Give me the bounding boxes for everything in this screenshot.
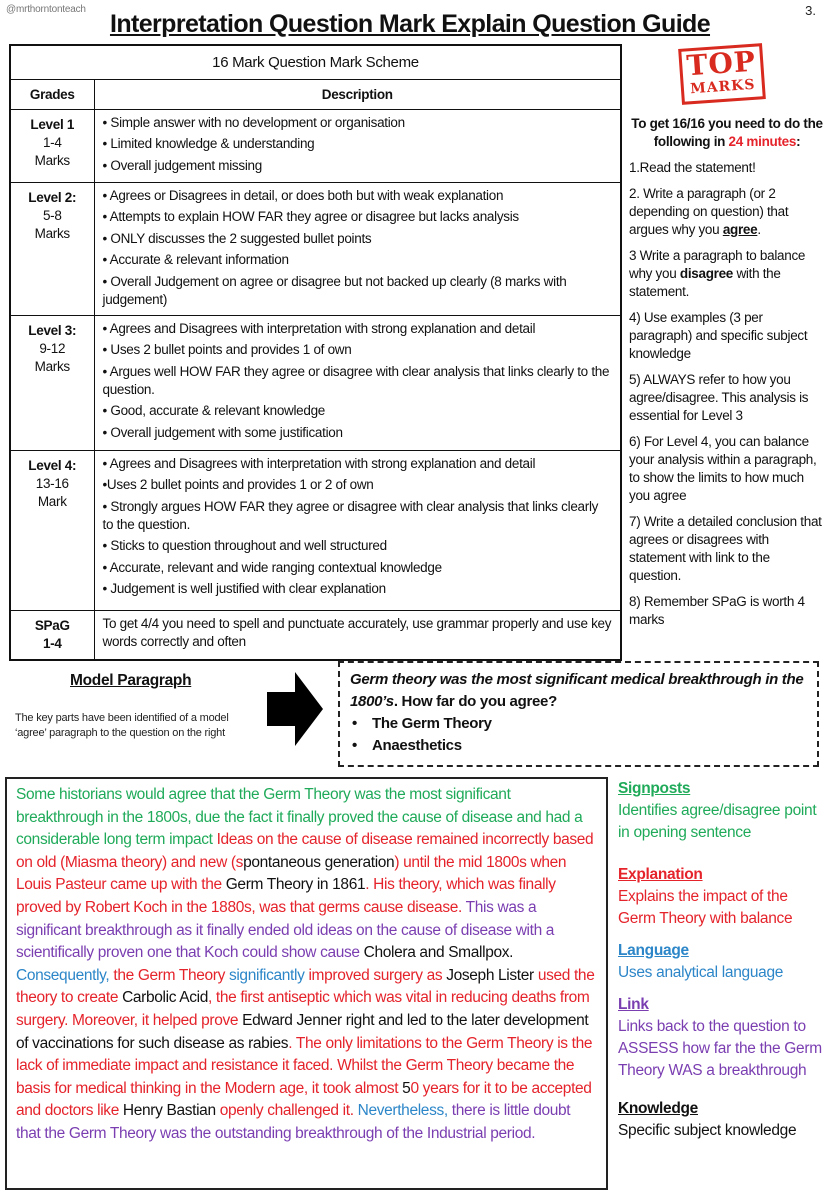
grade-unit: Marks xyxy=(34,152,70,168)
key-heading: Language xyxy=(618,942,689,959)
segment-knowledge: Germ Theory in 1861 xyxy=(225,876,366,894)
key-heading: Explanation xyxy=(618,866,703,883)
tip-text: with the statement. xyxy=(629,266,781,299)
grade-name: Level 2: xyxy=(28,189,77,205)
grade-cell xyxy=(10,182,94,315)
tip-7: 7) Write a detailed conclusion that agrees or disagrees with statement with link to the question. xyxy=(629,514,822,583)
tip-6: 6) For Level 4, you can balance your analysis within a paragraph, to show the limits to how much you agree xyxy=(629,434,817,503)
segment-knowledge: Joseph Lister xyxy=(446,966,538,984)
question-bullet: • Anaesthetics xyxy=(352,737,462,754)
model-paragraph-box xyxy=(5,777,608,1190)
tip-text: . xyxy=(757,222,761,237)
segment-explanation: used the theory to create xyxy=(16,966,595,1007)
grade-range: 9-12 xyxy=(39,340,66,356)
criterion: • Good, accurate & relevant knowledge xyxy=(102,403,326,418)
column-header-description: Description xyxy=(94,79,621,109)
criterion: • Attempts to explain HOW FAR they agree or disagree but lacks analysis xyxy=(102,209,519,224)
description-cell xyxy=(94,610,621,660)
stamp-line-2: MARKS xyxy=(689,76,757,98)
criterion: • Agrees and Disagrees with interpretation with strong explanation and detail xyxy=(102,455,536,471)
criterion: • Overall Judgement on agree or disagree but not backed up clearly (8 marks with judgement) xyxy=(102,273,567,307)
criterion: • Accurate, relevant and wide ranging contextual knowledge xyxy=(102,559,442,575)
criterion: • Simple answer with no development or organisation xyxy=(102,114,405,130)
key-description: Identifies agree/disagree point in opening sentence xyxy=(618,802,817,841)
key-item-signposts xyxy=(618,778,826,844)
criterion: • Sticks to question throughout and well structured xyxy=(102,538,387,553)
criterion: • ONLY discusses the 2 suggested bullet points xyxy=(102,230,372,246)
description-cell xyxy=(94,182,621,315)
criterion: • Judgement is well justified with clear explanation xyxy=(102,581,386,596)
tip-emphasis: agree xyxy=(722,222,758,237)
key-item-explanation xyxy=(618,864,826,930)
tip-2 xyxy=(629,185,825,239)
tip-text: 3 Write a paragraph to balance why you xyxy=(629,248,806,281)
segment-explanation: 0 years for it to be accepted and doctors like xyxy=(16,1079,592,1120)
criterion: • Strongly argues HOW FAR they agree or disagree with clear analysis that links clearly to the question. xyxy=(102,498,599,532)
key-description: Specific subject knowledge xyxy=(618,1122,797,1139)
criterion: • Argues well HOW FAR they agree or disagree with clear analysis that links clearly to the question. xyxy=(102,363,610,397)
key-description: Uses analytical language xyxy=(618,964,784,981)
segment-knowledge: pontaneous generation xyxy=(243,853,395,871)
tips-intro xyxy=(629,115,825,151)
grade-unit: Marks xyxy=(34,358,70,374)
bullet-text: Anaesthetics xyxy=(372,737,462,754)
author-handle: @mrthorntonteach xyxy=(6,4,86,15)
criterion: • Agrees or Disagrees in detail, or does both but with weak explanation xyxy=(102,187,504,203)
tips-intro-text: To get 16/16 you need to do the following in xyxy=(631,116,823,149)
grade-name: Level 1 xyxy=(30,116,75,132)
page-number: 3. xyxy=(805,3,816,18)
tip-emphasis: disagree xyxy=(679,266,734,281)
segment-knowledge: Cholera and Smallpox. xyxy=(363,944,514,962)
criterion: • Limited knowledge & understanding xyxy=(102,136,315,151)
grade-cell xyxy=(10,315,94,450)
column-header-grades: Grades xyxy=(10,79,94,109)
criterion: • Overall judgement with some justification xyxy=(102,424,343,440)
segment-explanation: . His theory, which was finally proved by Robert Koch in the 1880s, was that germs cause disease. xyxy=(16,876,556,916)
segment-knowledge: 5 xyxy=(402,1079,411,1097)
grade-range: 1-4 xyxy=(42,635,62,651)
segment-knowledge: Henry Bastian xyxy=(122,1102,220,1120)
model-paragraph-note: The key parts have been identified of a model ‘agree’ paragraph to the question on the right xyxy=(15,712,229,739)
criterion: •Uses 2 bullet points and provides 1 or 2 of own xyxy=(102,477,374,492)
tip-4: 4) Use examples (3 per paragraph) and specific subject knowledge xyxy=(629,310,808,361)
grade-range: 5-8 xyxy=(42,207,62,223)
page-title: Interpretation Question Mark Explain Question Guide xyxy=(109,10,711,38)
tip-3 xyxy=(629,247,825,301)
segment-explanation: ) until the mid 1800s when Louis Pasteur came up with the xyxy=(16,853,567,894)
key-item-knowledge xyxy=(618,1098,826,1142)
table-row-level-4 xyxy=(10,450,621,610)
question-box xyxy=(338,661,819,767)
segment-explanation: Ideas on the cause of disease remained incorrectly based on old (Miasma theory) and new (s xyxy=(16,831,594,871)
segment-explanation: improved surgery as xyxy=(308,966,447,984)
criterion: To get 4/4 you need to spell and punctuate accurately, use grammar properly and use key words correctly and often xyxy=(102,615,612,649)
tip-text: 2. Write a paragraph (or 2 depending on question) that argues why you xyxy=(629,186,789,237)
grade-name: Level 3: xyxy=(28,322,77,338)
grade-range: 13-16 xyxy=(35,475,69,491)
segment-language: Consequently, xyxy=(16,966,114,984)
bullet-text: The Germ Theory xyxy=(372,715,492,732)
segment-link: This was a significant breakthrough as it finally ended old ideas on the cause of disease with a scientifically proven one that Koch could show cause xyxy=(16,898,555,962)
stamp-line-1: TOP xyxy=(685,44,757,83)
tips-intro-colon: : xyxy=(796,134,801,149)
grade-cell xyxy=(10,109,94,182)
question-prompt: . How far do you agree? xyxy=(393,693,557,710)
tip-5: 5) ALWAYS refer to how you agree/disagree. This analysis is essential for Level 3 xyxy=(629,372,809,423)
key-description: Links back to the question to ASSESS how far the the Germ Theory WAS a breakthrough xyxy=(618,1018,822,1079)
right-arrow-icon xyxy=(267,672,323,746)
table-row-level-2 xyxy=(10,182,621,315)
segment-explanation: , the first antiseptic which was vital in reducing deaths from surgery. Moreover, it helped prove xyxy=(16,989,590,1029)
description-cell xyxy=(94,450,621,610)
segment-language: significantly xyxy=(228,966,309,984)
segment-explanation: . The only limitations to the Germ Theory is the lack of immediate impact and resistance it faced. Whilst the Germ Theory became the basis for medical thinking in the Modern age, it took almost xyxy=(16,1034,593,1097)
model-paragraph-title: Model Paragraph xyxy=(70,672,192,689)
key-item-link xyxy=(618,994,826,1082)
segment-knowledge: Carbolic Acid xyxy=(122,989,208,1007)
key-description: Explains the impact of the Germ Theory with balance xyxy=(618,888,793,927)
table-row-spag xyxy=(10,610,621,660)
tip-1: 1.Read the statement! xyxy=(629,160,756,175)
segment-knowledge: Edward Jenner right and led to the later development of vaccinations for such disease as rabies xyxy=(16,1011,589,1052)
colour-key xyxy=(618,778,826,1152)
table-row-level-3 xyxy=(10,315,621,450)
question-bullet: • The Germ Theory xyxy=(352,715,492,732)
description-cell xyxy=(94,315,621,450)
segment-explanation: the Germ Theory xyxy=(113,966,229,984)
key-heading: Link xyxy=(618,996,649,1013)
tips-column xyxy=(629,115,825,637)
key-item-language xyxy=(618,940,826,984)
criterion: • Overall judgement missing xyxy=(102,157,262,173)
question-text xyxy=(350,669,807,713)
segment-language: Nevertheless, xyxy=(357,1102,452,1120)
key-heading: Signposts xyxy=(618,780,691,797)
segment-explanation: openly challenged it. xyxy=(219,1102,358,1120)
question-statement: Germ theory was the most significant medical breakthrough in the 1800’s xyxy=(350,671,804,710)
description-cell xyxy=(94,109,621,182)
table-row-level-1 xyxy=(10,109,621,182)
mark-scheme-table xyxy=(9,44,622,661)
grade-range: 1-4 xyxy=(42,134,62,150)
table-caption: 16 Mark Question Mark Scheme xyxy=(10,45,621,79)
grade-name: Level 4: xyxy=(28,457,77,473)
segment-link: there is little doubt that the Germ Theory was the outstanding breakthrough of the Industrial period. xyxy=(16,1102,571,1142)
segment-signpost: Some historians would agree that the Germ Theory was the most significant breakthrough in the 1800s, due the fact it finally proved the cause of disease and had a considerable long term impact xyxy=(16,786,583,849)
criterion: • Accurate & relevant information xyxy=(102,252,289,267)
key-heading: Knowledge xyxy=(618,1100,698,1117)
top-marks-stamp-icon xyxy=(678,43,766,105)
criterion: • Uses 2 bullet points and provides 1 of own xyxy=(102,342,352,357)
tip-8: 8) Remember SPaG is worth 4 marks xyxy=(629,594,805,627)
grade-unit: Marks xyxy=(34,225,70,241)
grade-unit: Mark xyxy=(37,493,67,509)
time-limit: 24 minutes xyxy=(728,134,797,149)
grade-name: SPaG xyxy=(34,617,70,633)
grade-cell xyxy=(10,450,94,610)
grade-cell xyxy=(10,610,94,660)
criterion: • Agrees and Disagrees with interpretation with strong explanation and detail xyxy=(102,320,536,336)
